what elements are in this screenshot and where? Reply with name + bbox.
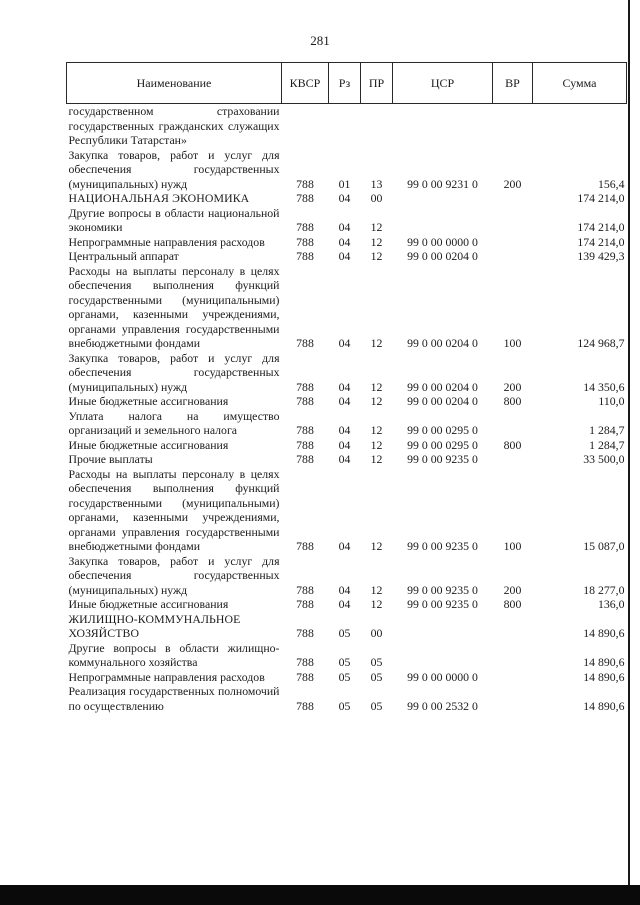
cell-sum (533, 104, 627, 148)
header-row (67, 63, 627, 104)
table-row (67, 597, 627, 612)
cell-pr: 05 (370, 655, 383, 669)
cell-sum: 136,0 (597, 597, 625, 611)
cell-pr: 12 (370, 220, 383, 234)
cell-sum: 174 214,0 (577, 191, 625, 205)
cell-pr: 12 (370, 582, 383, 597)
cell-sum: 110,0 (598, 394, 625, 408)
cell-vr (493, 670, 533, 685)
table-body (67, 104, 627, 714)
cell-pr: 12 (370, 423, 383, 437)
cell-csr: 99 0 00 0204 0 (407, 379, 478, 394)
cell-rz: 05 (338, 655, 351, 669)
cell-name: Иные бюджетные ассигнования (68, 437, 229, 452)
cell-csr (393, 104, 493, 148)
cell-name: Реализация государственных полномочий по осуществлению (68, 684, 280, 713)
cell-sum: 14 890,6 (583, 655, 625, 669)
header-rz: Рз (329, 63, 361, 104)
cell-name: Прочие выплаты (68, 452, 153, 466)
cell-pr: 12 (370, 539, 383, 553)
table-row (67, 409, 627, 438)
cell-name: Центральный аппарат (68, 249, 179, 263)
header-vr: ВР (493, 63, 533, 104)
cell-vr (493, 104, 533, 148)
cell-rz: 04 (338, 452, 351, 466)
cell-pr: 13 (370, 176, 383, 191)
cell-rz: 04 (338, 249, 351, 263)
cell-pr: 12 (370, 597, 383, 611)
cell-csr (393, 612, 493, 641)
cell-rz: 04 (338, 582, 351, 597)
cell-name: Иные бюджетные ассигнования (68, 394, 229, 408)
scan-bottom-border (0, 885, 640, 905)
cell-name: ЖИЛИЩНО-КОММУНАЛЬНОЕ ХОЗЯЙСТВО (68, 611, 241, 640)
cell-sum: 14 890,6 (583, 669, 625, 684)
cell-rz: 01 (338, 176, 351, 191)
cell-vr (493, 235, 533, 250)
cell-csr: 99 0 00 9235 0 (407, 452, 478, 466)
cell-sum: 174 214,0 (577, 234, 625, 249)
table-row (67, 104, 627, 148)
cell-pr: 12 (370, 437, 383, 452)
cell-name: Закупка товаров, работ и услуг для обеспечения государственных (муниципальных) нужд (68, 553, 280, 597)
cell-vr: 800 (503, 437, 522, 452)
table-row (67, 249, 627, 264)
cell-vr: 800 (503, 597, 522, 611)
table-row (67, 351, 627, 395)
cell-pr: 12 (370, 452, 383, 466)
cell-csr (393, 641, 493, 670)
table-row (67, 206, 627, 235)
cell-rz: 05 (338, 698, 351, 713)
cell-rz: 04 (338, 191, 351, 205)
cell-kvsr: 788 (296, 437, 314, 452)
budget-sheet (66, 62, 626, 713)
cell-name: НАЦИОНАЛЬНАЯ ЭКОНОМИКА (68, 191, 250, 205)
cell-sum: 14 350,6 (583, 379, 625, 394)
cell-kvsr: 788 (296, 698, 314, 713)
table-row (67, 191, 627, 206)
cell-sum: 1 284,7 (589, 437, 625, 452)
cell-name: Непрограммные направления расходов (68, 669, 265, 684)
cell-csr: 99 0 00 0204 0 (407, 394, 478, 408)
header-sum: Сумма (533, 63, 627, 104)
cell-rz: 04 (338, 597, 351, 611)
cell-kvsr: 788 (296, 582, 314, 597)
cell-rz: 04 (338, 336, 351, 350)
cell-sum: 14 890,6 (583, 698, 625, 713)
cell-pr: 12 (370, 234, 383, 249)
header-name: Наименование (67, 63, 282, 104)
cell-kvsr: 788 (296, 669, 314, 684)
cell-vr (493, 684, 533, 713)
cell-csr: 99 0 00 2532 0 (407, 698, 478, 713)
cell-kvsr (282, 104, 329, 148)
table-row (67, 467, 627, 554)
table-row (67, 394, 627, 409)
cell-vr: 800 (503, 394, 522, 408)
cell-kvsr: 788 (296, 249, 314, 263)
cell-kvsr: 788 (296, 220, 314, 234)
cell-kvsr: 788 (296, 423, 314, 437)
cell-sum: 156,4 (597, 176, 625, 191)
table-header (67, 63, 627, 104)
cell-rz: 04 (338, 394, 351, 408)
cell-csr (393, 191, 493, 206)
cell-pr: 05 (370, 669, 383, 684)
cell-vr (493, 612, 533, 641)
cell-sum: 14 890,6 (583, 626, 625, 640)
cell-sum: 139 429,3 (577, 249, 625, 263)
budget-table (66, 62, 627, 713)
cell-rz: 04 (338, 423, 351, 437)
cell-name: Другие вопросы в области национальной экономики (68, 205, 280, 234)
cell-kvsr: 788 (296, 626, 314, 640)
cell-rz: 04 (338, 379, 351, 394)
cell-csr: 99 0 00 0295 0 (407, 423, 478, 437)
cell-name: Закупка товаров, работ и услуг для обеспечения государственных (муниципальных) нужд (68, 350, 280, 394)
cell-pr: 12 (370, 394, 383, 408)
page-number: 281 (310, 33, 330, 48)
table-row (67, 438, 627, 453)
cell-name: государственном страховании государственных гражданских служащих Республики Татарстан» (68, 104, 280, 147)
table-row (67, 264, 627, 351)
table-row (67, 452, 627, 467)
cell-kvsr: 788 (296, 394, 314, 408)
cell-sum: 174 214,0 (577, 220, 625, 234)
cell-rz: 04 (338, 437, 351, 452)
cell-rz: 04 (338, 539, 351, 553)
table-row (67, 612, 627, 641)
cell-vr: 200 (503, 582, 522, 597)
cell-pr: 12 (370, 336, 383, 350)
cell-pr (361, 104, 393, 148)
cell-csr: 99 0 00 0000 0 (407, 669, 478, 684)
header-pr: ПР (361, 63, 393, 104)
cell-name: Уплата налога на имущество организаций и земельного налога (68, 408, 280, 437)
cell-vr: 200 (503, 176, 522, 191)
cell-name: Непрограммные направления расходов (68, 234, 265, 249)
cell-csr: 99 0 00 9231 0 (407, 176, 478, 191)
cell-csr: 99 0 00 9235 0 (407, 539, 478, 553)
cell-vr (493, 191, 533, 206)
cell-csr: 99 0 00 9235 0 (407, 582, 478, 597)
cell-csr: 99 0 00 0204 0 (407, 336, 478, 350)
cell-kvsr: 788 (296, 655, 314, 669)
cell-rz: 04 (338, 220, 351, 234)
cell-rz (329, 104, 361, 148)
cell-name: Закупка товаров, работ и услуг для обеспечения государственных (муниципальных) нужд (68, 147, 280, 191)
cell-pr: 12 (370, 379, 383, 394)
cell-vr (493, 249, 533, 264)
table-row (67, 684, 627, 713)
cell-kvsr: 788 (296, 191, 314, 205)
cell-name: Расходы на выплаты персоналу в целях обеспечения выполнения функций государственными (муниципальными) органами, казенными учреждениями, органами управления государственными внебюджетными фондами (68, 466, 280, 553)
cell-kvsr: 788 (296, 539, 314, 553)
cell-vr (493, 409, 533, 438)
cell-csr: 99 0 00 0295 0 (407, 437, 478, 452)
cell-kvsr: 788 (296, 452, 314, 466)
cell-kvsr: 788 (296, 597, 314, 611)
cell-vr: 100 (503, 336, 522, 350)
table-row (67, 554, 627, 598)
cell-sum: 33 500,0 (583, 452, 625, 466)
cell-sum: 124 968,7 (577, 336, 625, 350)
cell-vr (493, 452, 533, 467)
cell-kvsr: 788 (296, 336, 314, 350)
cell-kvsr: 788 (296, 176, 314, 191)
cell-name: Расходы на выплаты персоналу в целях обеспечения выполнения функций государственными (муниципальными) органами, казенными учреждениями, органами управления государственными внебюджетными фондами (68, 263, 280, 350)
cell-pr: 00 (370, 626, 383, 640)
cell-rz: 05 (338, 669, 351, 684)
cell-name: Иные бюджетные ассигнования (68, 597, 229, 611)
cell-vr (493, 206, 533, 235)
cell-kvsr: 788 (296, 379, 314, 394)
cell-pr: 00 (370, 191, 383, 205)
table-row (67, 641, 627, 670)
cell-name: Другие вопросы в области жилищно-коммунального хозяйства (68, 640, 280, 669)
cell-rz: 04 (338, 234, 351, 249)
table-row (67, 235, 627, 250)
header-csr: ЦСР (393, 63, 493, 104)
header-kvsr: КВСР (282, 63, 329, 104)
cell-sum: 1 284,7 (589, 423, 625, 437)
table-row (67, 148, 627, 192)
cell-pr: 12 (370, 249, 383, 263)
cell-csr (393, 206, 493, 235)
cell-pr: 05 (370, 698, 383, 713)
cell-csr: 99 0 00 9235 0 (407, 597, 478, 611)
cell-rz: 05 (338, 626, 351, 640)
cell-csr: 99 0 00 0000 0 (407, 234, 478, 249)
table-row (67, 670, 627, 685)
cell-vr: 100 (503, 539, 522, 553)
cell-csr: 99 0 00 0204 0 (407, 249, 478, 263)
scan-edge-line (628, 0, 630, 885)
cell-kvsr: 788 (296, 234, 314, 249)
cell-sum: 15 087,0 (583, 539, 625, 553)
cell-vr (493, 641, 533, 670)
cell-vr: 200 (503, 379, 522, 394)
cell-sum: 18 277,0 (583, 582, 625, 597)
